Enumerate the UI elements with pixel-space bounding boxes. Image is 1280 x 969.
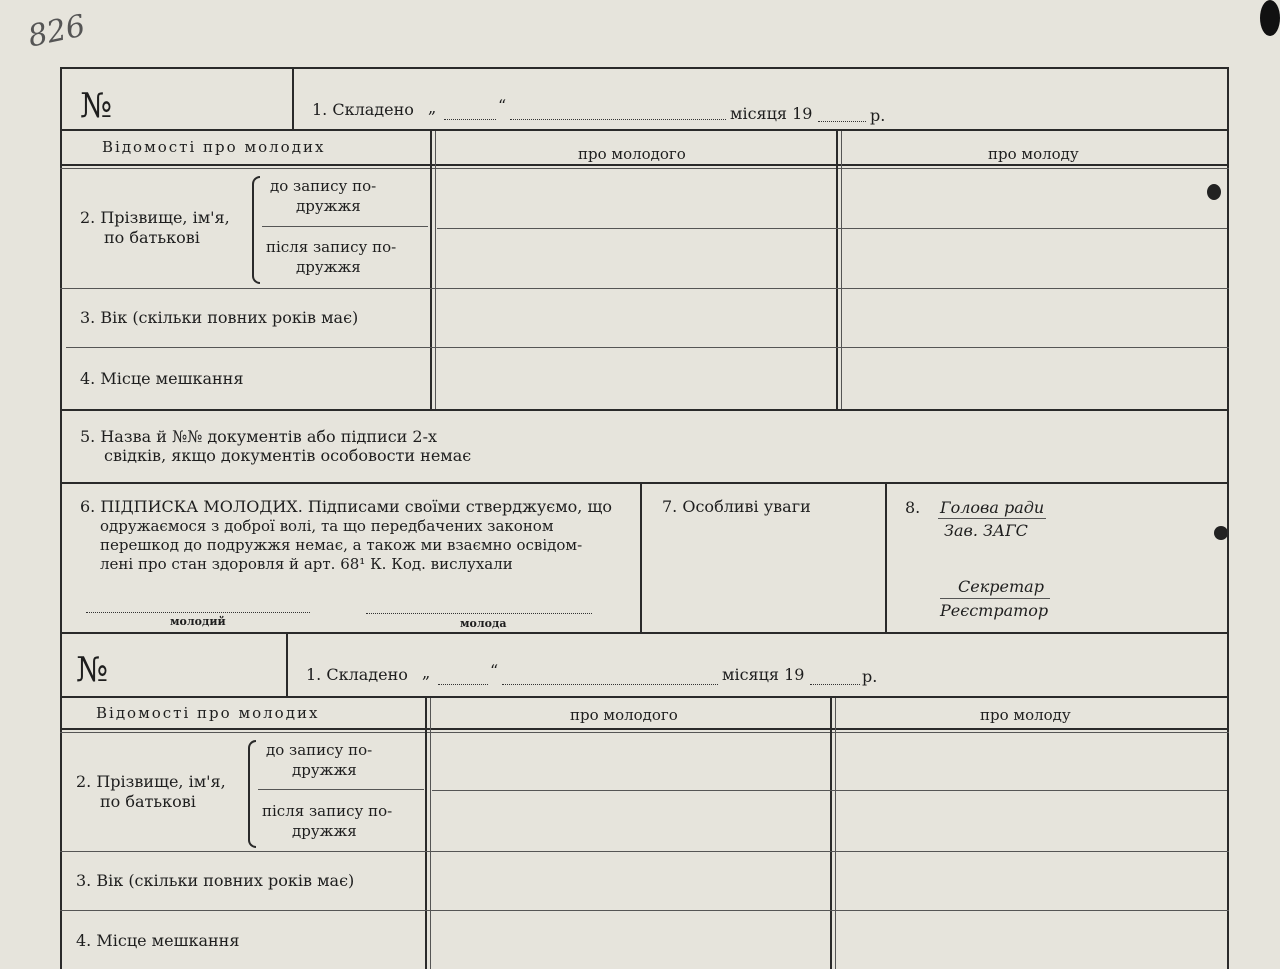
subscription-line-1: 6. ПІДПИСКА МОЛОДИХ. Підписами своїми стверджуємо, що <box>80 497 612 516</box>
rule <box>60 168 1229 169</box>
col-divider <box>435 131 436 409</box>
quote-open: „ <box>428 98 437 117</box>
col-divider <box>425 698 427 969</box>
composed-label-2: 1. Складено <box>306 665 408 684</box>
rule <box>258 789 424 790</box>
rule <box>60 728 1229 730</box>
zags-head: Зав. ЗАГС <box>944 521 1028 540</box>
rule <box>437 228 1227 229</box>
brace <box>252 176 260 284</box>
before-marriage-b2-2: дружжя <box>292 761 357 779</box>
rule <box>60 409 1229 411</box>
rule <box>432 790 1227 791</box>
after-marriage-2: дружжя <box>296 258 361 276</box>
month-field[interactable] <box>510 118 726 120</box>
col-divider <box>830 698 832 969</box>
col-divider <box>430 131 432 409</box>
month-label-2: місяця 19 <box>722 665 805 684</box>
head-of-council: Голова ради <box>940 498 1045 517</box>
frame-right <box>1227 67 1229 969</box>
rule <box>938 518 1046 519</box>
rule <box>60 288 1229 289</box>
after-marriage-b2-2: дружжя <box>292 822 357 840</box>
header-info-2: Відомості про молодих <box>96 704 320 722</box>
divider <box>292 67 294 129</box>
row-name-label-b2: 2. Прізвище, ім'я, <box>76 772 226 791</box>
header-info: Відомості про молодих <box>102 138 326 156</box>
rule <box>60 910 1229 911</box>
quote-open-2: „ <box>422 663 431 682</box>
composed-label: 1. Складено <box>312 100 414 119</box>
row-documents-label: 5. Назва й №№ документів або підписи 2-х <box>80 427 438 446</box>
row-name-label-b2-2: по батькові <box>100 792 196 811</box>
col-divider <box>841 131 842 409</box>
frame-left <box>60 67 62 969</box>
subscription-line-2: одружаємося з доброї волі, та що передбачених законом <box>100 517 554 535</box>
after-marriage: після запису по- <box>266 238 397 256</box>
rule <box>60 164 1229 166</box>
quote-close: “ <box>498 96 507 115</box>
divider <box>286 634 288 696</box>
month-label: місяця 19 <box>730 104 813 123</box>
row-age-label: 3. Вік (скільки повних років має) <box>80 308 359 327</box>
before-marriage-2: дружжя <box>296 197 361 215</box>
day-field-2[interactable] <box>438 683 488 685</box>
before-marriage-b2: до запису по- <box>266 741 373 759</box>
secretary: Секретар <box>958 577 1044 596</box>
rule <box>60 851 1229 852</box>
rule <box>940 598 1050 599</box>
rule <box>60 632 1229 634</box>
officials-number: 8. <box>905 498 921 517</box>
after-marriage-b2: після запису по- <box>262 802 393 820</box>
quote-close-2: “ <box>490 661 499 680</box>
special-notes-label: 7. Особливі уваги <box>662 497 811 516</box>
rule <box>60 129 1229 131</box>
registrar: Реєстратор <box>940 601 1049 620</box>
col-divider <box>430 698 431 969</box>
bride-signature-caption: молода <box>460 617 507 630</box>
row-documents-label-2: свідків, якщо документів особовости немає <box>104 446 472 465</box>
header-bride-2: про молоду <box>980 706 1071 724</box>
header-groom-2: про молодого <box>570 706 678 724</box>
rule <box>60 732 1229 733</box>
year-suffix-2: р. <box>862 667 878 686</box>
header-bride: про молоду <box>988 145 1079 163</box>
year-field-2[interactable] <box>810 683 860 685</box>
subscription-line-3: перешкод до подружжя немає, а також ми взаємно освідом- <box>100 536 583 554</box>
row-age-label-b2: 3. Вік (скільки повних років має) <box>76 871 355 890</box>
col-divider <box>885 484 887 632</box>
paper-stain <box>1207 184 1221 200</box>
number-sign-2: № <box>76 650 109 690</box>
row-residence-label: 4. Місце мешкання <box>80 369 244 388</box>
rule <box>60 696 1229 698</box>
year-suffix: р. <box>870 106 886 125</box>
col-divider <box>836 131 838 409</box>
header-groom: про молодого <box>578 145 686 163</box>
paper-stain <box>1214 526 1228 540</box>
paper-corner <box>1260 0 1280 36</box>
groom-signature-caption: молодий <box>170 615 226 628</box>
month-field-2[interactable] <box>502 683 718 685</box>
subscription-line-4: лені про стан здоровля й арт. 68¹ К. Код. вислухали <box>100 555 513 573</box>
row-name-label-2: по батькові <box>104 228 200 247</box>
frame-top <box>60 67 1229 69</box>
year-field[interactable] <box>818 120 866 122</box>
row-residence-label-b2: 4. Місце мешкання <box>76 931 240 950</box>
rule <box>60 482 1229 484</box>
archive-number: 826 <box>24 8 89 55</box>
number-sign: № <box>80 86 113 126</box>
rule <box>66 347 1229 348</box>
col-divider <box>835 698 836 969</box>
before-marriage: до запису по- <box>270 177 377 195</box>
brace <box>248 740 256 848</box>
row-name-label: 2. Прізвище, ім'я, <box>80 208 230 227</box>
col-divider <box>640 484 642 632</box>
rule <box>262 226 428 227</box>
day-field[interactable] <box>444 118 496 120</box>
